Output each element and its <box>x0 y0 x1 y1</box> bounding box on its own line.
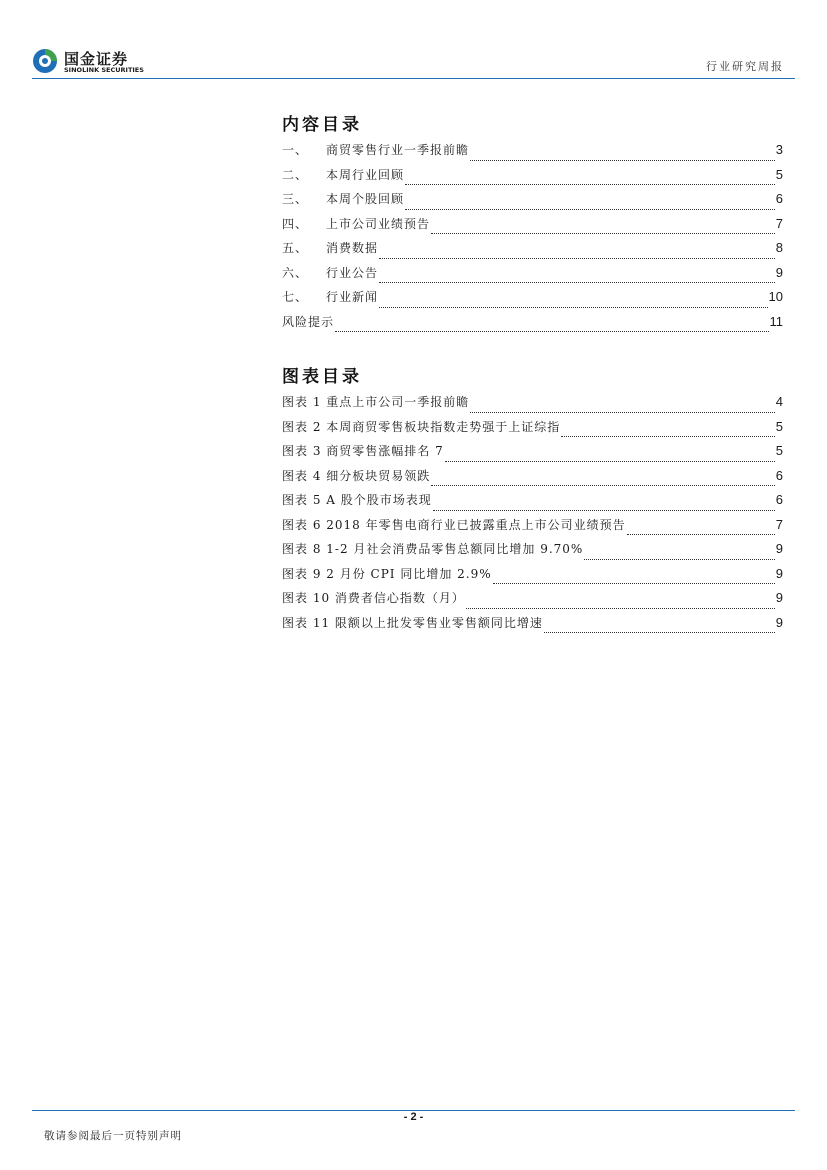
toc-entry-title: 图表 11 限额以上批发零售业零售额同比增速 <box>282 615 543 630</box>
toc-entry[interactable] <box>282 467 783 492</box>
sinolink-logo-icon <box>32 48 58 74</box>
toc-entry[interactable] <box>282 141 783 166</box>
toc-entry-title: 图表 10 消费者信心指数（月） <box>282 591 465 605</box>
toc-entry-title: 上市公司业绩预告 <box>326 216 431 231</box>
toc-entry-page: 6 <box>775 191 783 206</box>
toc-entry-title: 消费数据 <box>326 241 379 255</box>
toc-entry-title: 本周行业回顾 <box>326 167 405 182</box>
toc-entry[interactable] <box>282 516 783 541</box>
toc-entry-label <box>282 516 626 533</box>
page-number: - 2 - <box>403 1111 424 1123</box>
toc-entry-number: 四、 <box>282 216 309 231</box>
figures-list <box>282 393 783 638</box>
toc-entry-label <box>282 491 432 508</box>
dot-leader <box>431 477 775 486</box>
toc-entry-number: 三、 <box>282 192 309 206</box>
company-logo <box>32 46 162 78</box>
toc-entry-page: 7 <box>775 516 783 532</box>
dot-leader <box>405 176 775 185</box>
toc-entry-label <box>282 393 469 410</box>
toc-entry-title: 图表 6 2018 年零售电商行业已披露重点上市公司业绩预告 <box>282 517 626 532</box>
report-type: 行业研究周报 <box>706 60 784 73</box>
toc-entry-number: 一、 <box>282 143 309 157</box>
toc-entry-label <box>282 467 430 484</box>
toc-entry-number: 六、 <box>282 265 309 280</box>
toc-entry-number: 二、 <box>282 167 309 182</box>
toc-entry[interactable] <box>282 288 783 313</box>
dot-leader <box>470 404 775 413</box>
disclaimer-note: 敬请参阅最后一页特别声明 <box>44 1130 182 1142</box>
toc-entry-label <box>282 190 404 207</box>
toc-entry-title: 商贸零售行业一季报前瞻 <box>326 143 470 157</box>
figures-title: 图表目录 <box>282 367 362 387</box>
header-divider <box>32 78 795 79</box>
dot-leader <box>405 201 775 210</box>
toc-entry[interactable] <box>282 589 783 614</box>
toc-entry-page: 9 <box>775 614 783 630</box>
toc-entry-page: 9 <box>775 590 783 605</box>
toc-entry-page: 10 <box>768 289 783 304</box>
toc-entry[interactable] <box>282 540 783 565</box>
toc-entry-title: 图表 2 本周商贸零售板块指数走势强于上证综指 <box>282 419 561 434</box>
logo-english-name: SINOLINK SECURITIES <box>64 66 144 74</box>
contents-title: 内容目录 <box>282 115 362 135</box>
toc-entry-number: 五、 <box>282 241 309 255</box>
toc-entry-label <box>282 418 560 435</box>
toc-entry-page: 11 <box>769 313 783 329</box>
toc-entry-number: 七、 <box>282 290 309 304</box>
toc-entry-title: 本周个股回顾 <box>326 192 405 206</box>
toc-entry[interactable] <box>282 565 783 590</box>
toc-entry-title: 图表 8 1-2 月社会消费品零售总额同比增加 9.70% <box>282 542 584 556</box>
toc-entry-label <box>282 540 583 557</box>
dot-leader <box>335 323 768 332</box>
toc-entry-label <box>282 589 465 606</box>
dot-leader <box>493 575 775 584</box>
toc-entry-title: 行业新闻 <box>326 290 379 304</box>
toc-entry-label <box>282 264 378 281</box>
toc-entry-page: 7 <box>775 215 783 231</box>
toc-entry-label <box>282 239 378 256</box>
toc-entry-label <box>282 215 430 232</box>
toc-entry-page: 3 <box>775 142 783 157</box>
toc-entry-title: 风险提示 <box>282 314 335 329</box>
page-header <box>0 0 827 80</box>
toc-entry-label <box>282 313 334 330</box>
toc-entry-page: 6 <box>775 467 783 483</box>
toc-entry[interactable] <box>282 491 783 516</box>
toc-entry-page: 5 <box>775 166 783 182</box>
toc-entry[interactable] <box>282 264 783 289</box>
toc-entry[interactable] <box>282 215 783 240</box>
dot-leader <box>466 600 775 609</box>
toc-entry-title: 图表 9 2 月份 CPI 同比增加 2.9% <box>282 566 492 581</box>
toc-entry-title: 图表 3 商贸零售涨幅排名 7 <box>282 444 444 458</box>
toc-entry[interactable] <box>282 614 783 639</box>
dot-leader <box>431 225 775 234</box>
toc-entry-label <box>282 565 492 582</box>
dot-leader <box>379 250 775 259</box>
dot-leader <box>379 274 775 283</box>
dot-leader <box>561 428 775 437</box>
toc-entry-label <box>282 166 404 183</box>
toc-entry-label <box>282 141 469 158</box>
toc-entry-title: 图表 4 细分板块贸易领跌 <box>282 468 431 483</box>
toc-entry[interactable] <box>282 190 783 215</box>
toc-entry-page: 4 <box>775 394 783 409</box>
toc-entry-page: 6 <box>775 492 783 507</box>
toc-entry-title: 图表 1 重点上市公司一季报前瞻 <box>282 395 470 409</box>
toc-entry-page: 9 <box>775 565 783 581</box>
dot-leader <box>584 551 774 560</box>
dot-leader <box>544 624 775 633</box>
toc-entry-page: 8 <box>775 240 783 255</box>
toc-entry[interactable] <box>282 393 783 418</box>
toc-entry-page: 9 <box>775 264 783 280</box>
toc-entry-label <box>282 442 444 459</box>
dot-leader <box>445 453 775 462</box>
toc-entry[interactable] <box>282 166 783 191</box>
toc-entry-label <box>282 288 378 305</box>
toc-entry[interactable] <box>282 418 783 443</box>
dot-leader <box>433 502 775 511</box>
toc-entry-label <box>282 614 543 631</box>
dot-leader <box>379 299 768 308</box>
dot-leader <box>470 152 775 161</box>
toc-entry[interactable] <box>282 313 783 338</box>
toc-entry-title: 图表 5 A 股个股市场表现 <box>282 493 432 507</box>
toc-entry-page: 5 <box>775 443 783 458</box>
toc-entry-page: 5 <box>775 418 783 434</box>
toc-entry[interactable] <box>282 442 783 467</box>
contents-list <box>282 141 783 337</box>
toc-entry-page: 9 <box>775 541 783 556</box>
toc-entry[interactable] <box>282 239 783 264</box>
logo-chinese-name: 国金证券 <box>64 50 129 68</box>
dot-leader <box>627 526 775 535</box>
toc-entry-title: 行业公告 <box>326 265 379 280</box>
